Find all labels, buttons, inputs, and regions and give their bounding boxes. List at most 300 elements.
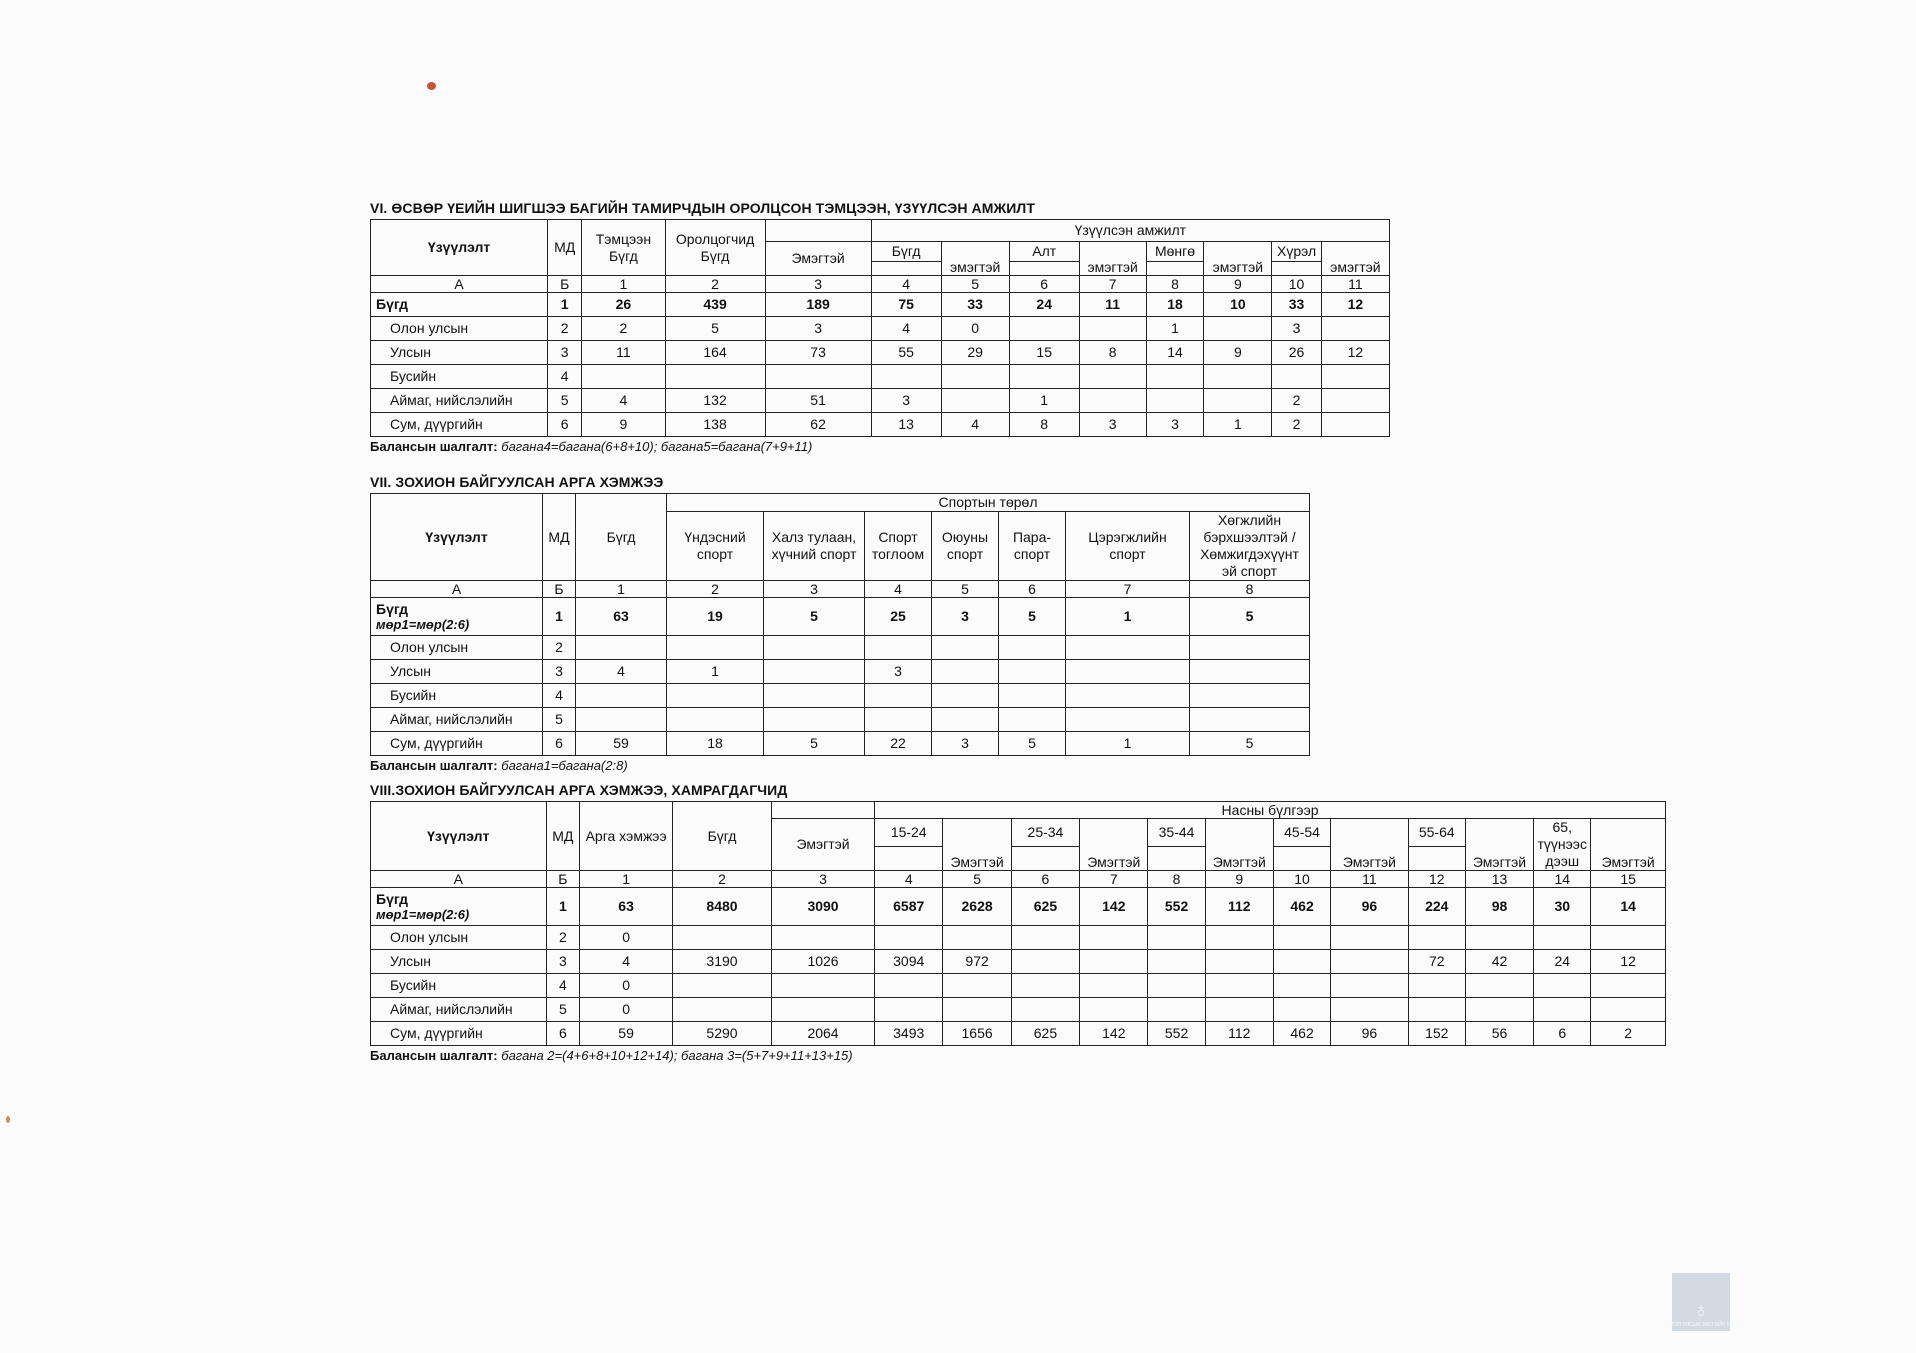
cell <box>1321 413 1389 437</box>
row-md: 4 <box>543 684 576 708</box>
paper-speck-red <box>427 82 436 90</box>
cell: 8 <box>1009 413 1079 437</box>
cell <box>865 708 932 732</box>
cell <box>1331 974 1409 998</box>
cell: 6587 <box>875 888 943 926</box>
cell: 2 <box>1272 413 1321 437</box>
cell <box>1080 998 1148 1022</box>
cell: 5 <box>764 598 865 636</box>
cell <box>1408 926 1465 950</box>
cell: 3 <box>871 389 941 413</box>
cell <box>1273 998 1330 1022</box>
cell <box>1190 636 1310 660</box>
header-total: Бүгд <box>673 802 772 871</box>
table-row <box>371 317 1390 341</box>
code-cell: 3 <box>764 581 865 598</box>
cell <box>1331 926 1409 950</box>
header-age-65-plus: 65, түүнээс дээш <box>1534 819 1591 871</box>
cell <box>932 708 999 732</box>
cell <box>1079 389 1146 413</box>
cell: 3 <box>865 660 932 684</box>
code-row <box>371 276 1390 293</box>
cell: 5290 <box>673 1022 772 1046</box>
cell: 10 <box>1204 293 1272 317</box>
cell: 4 <box>582 389 665 413</box>
section-vi-title: VI. ӨСВӨР ҮЕИЙН ШИГШЭЭ БАГИЙН ТАМИРЧДЫН ОРОЛЦСОН ТЭМЦЭЭН, ҮЗҮҮЛСЭН АМЖИЛТ <box>370 200 1035 216</box>
cell <box>1079 365 1146 389</box>
cell: 4 <box>871 317 941 341</box>
section-vii-table <box>370 493 1310 756</box>
header-age-15-24-female: Эмэгтэй <box>943 819 1011 871</box>
cell: 4 <box>576 660 667 684</box>
header-achievement: Үзүүлсэн амжилт <box>871 220 1389 242</box>
header-combat-sport: Халз тулаан, хүчний спорт <box>764 512 865 581</box>
row-label: Улсын <box>371 341 548 365</box>
code-cell: 4 <box>875 871 943 888</box>
header-md: МД <box>543 494 576 581</box>
cell: 26 <box>582 293 665 317</box>
cell: 5 <box>999 598 1066 636</box>
code-row <box>371 581 1310 598</box>
government-logo <box>1659 1273 1743 1331</box>
cell: 22 <box>865 732 932 756</box>
header-competitions-total: Тэмцээн Бүгд <box>582 220 665 276</box>
cell: 18 <box>1146 293 1204 317</box>
cell <box>999 684 1066 708</box>
cell: 5 <box>1190 598 1310 636</box>
cell: 5 <box>665 317 765 341</box>
cell: 1 <box>1009 389 1079 413</box>
cell <box>1591 974 1666 998</box>
cell: 2 <box>1591 1022 1666 1046</box>
cell <box>1205 926 1273 950</box>
cell: 5 <box>764 732 865 756</box>
code-cell: Б <box>543 581 576 598</box>
header-age-45-54: 45-54 <box>1273 819 1330 847</box>
cell <box>943 974 1011 998</box>
code-cell: 11 <box>1321 276 1389 293</box>
row-md: 5 <box>543 708 576 732</box>
row-md: 5 <box>548 389 582 413</box>
cell: 55 <box>871 341 941 365</box>
cell <box>667 636 764 660</box>
cell: 2 <box>1272 389 1321 413</box>
header-gold: Алт <box>1009 242 1079 262</box>
row-md: 3 <box>543 660 576 684</box>
table-row <box>371 341 1390 365</box>
cell <box>1205 974 1273 998</box>
code-cell: А <box>371 581 543 598</box>
header-silver-female: эмэгтэй <box>1204 242 1272 276</box>
cell: 42 <box>1465 950 1533 974</box>
table-row <box>371 926 1666 950</box>
code-cell: 6 <box>1009 276 1079 293</box>
cell <box>1465 926 1533 950</box>
cell: 4 <box>941 413 1009 437</box>
row-label: Сум, дүүргийн <box>371 413 548 437</box>
cell: 3 <box>1272 317 1321 341</box>
cell <box>1205 998 1273 1022</box>
cell: 1 <box>1066 732 1190 756</box>
cell: 625 <box>1011 888 1079 926</box>
balance-check-note: Балансын шалгалт: багана1=багана(2:8) <box>370 758 628 773</box>
cell: 9 <box>1204 341 1272 365</box>
table-row <box>371 684 1310 708</box>
cell <box>576 684 667 708</box>
cell: 2064 <box>771 1022 874 1046</box>
header-spacer <box>1011 847 1079 871</box>
cell: 138 <box>665 413 765 437</box>
cell <box>1204 365 1272 389</box>
row-md: 3 <box>548 341 582 365</box>
code-cell: 1 <box>582 276 665 293</box>
header-gold-female: эмэгтэй <box>1079 242 1146 276</box>
cell <box>1591 926 1666 950</box>
cell <box>1465 998 1533 1022</box>
cell <box>941 365 1009 389</box>
cell <box>943 926 1011 950</box>
cell: 3190 <box>673 950 772 974</box>
table-row <box>371 389 1390 413</box>
row-md: 1 <box>548 293 582 317</box>
header-md: МД <box>546 802 580 871</box>
cell: 625 <box>1011 1022 1079 1046</box>
header-participants-total: Оролцогчид Бүгд <box>665 220 765 276</box>
table-row <box>371 293 1390 317</box>
header-blank <box>765 220 871 242</box>
cell: 12 <box>1591 950 1666 974</box>
header-age-15-24: 15-24 <box>875 819 943 847</box>
cell <box>667 684 764 708</box>
cell <box>667 708 764 732</box>
header-indicator: Үзүүлэлт <box>371 220 548 276</box>
cell: 3493 <box>875 1022 943 1046</box>
code-cell: 7 <box>1080 871 1148 888</box>
paper-speck-orange <box>6 1116 10 1123</box>
cell <box>665 365 765 389</box>
code-cell: 1 <box>580 871 673 888</box>
cell: 1 <box>667 660 764 684</box>
header-female: Эмэгтэй <box>765 242 871 276</box>
cell: 12 <box>1321 293 1389 317</box>
cell <box>1066 708 1190 732</box>
code-cell: 3 <box>771 871 874 888</box>
cell <box>1148 926 1205 950</box>
cell: 2628 <box>943 888 1011 926</box>
cell <box>875 998 943 1022</box>
row-md: 6 <box>548 413 582 437</box>
header-age-55-64-female: Эмэгтэй <box>1465 819 1533 871</box>
cell: 8 <box>1079 341 1146 365</box>
cell: 75 <box>871 293 941 317</box>
header-indicator: Үзүүлэлт <box>371 494 543 581</box>
header-age-group: Насны бүлгээр <box>875 802 1666 819</box>
cell <box>764 660 865 684</box>
code-cell: 2 <box>665 276 765 293</box>
cell: 51 <box>765 389 871 413</box>
cell: 3094 <box>875 950 943 974</box>
cell: 33 <box>941 293 1009 317</box>
header-female: Эмэгтэй <box>771 819 874 871</box>
code-cell: 13 <box>1465 871 1533 888</box>
code-cell: 5 <box>941 276 1009 293</box>
cell <box>1273 974 1330 998</box>
header-age-35-44-female: Эмэгтэй <box>1205 819 1273 871</box>
row-md: 4 <box>546 974 580 998</box>
code-cell: 8 <box>1146 276 1204 293</box>
cell: 2 <box>582 317 665 341</box>
code-cell: 6 <box>1011 871 1079 888</box>
cell: 1026 <box>771 950 874 974</box>
cell: 9 <box>582 413 665 437</box>
cell: 18 <box>667 732 764 756</box>
cell: 1 <box>1146 317 1204 341</box>
table-row <box>371 998 1666 1022</box>
header-spacer <box>1272 262 1321 276</box>
code-cell: 5 <box>943 871 1011 888</box>
cell: 15 <box>1009 341 1079 365</box>
cell: 56 <box>1465 1022 1533 1046</box>
cell: 11 <box>1079 293 1146 317</box>
cell: 19 <box>667 598 764 636</box>
cell <box>1066 684 1190 708</box>
cell: 0 <box>580 974 673 998</box>
cell: 62 <box>765 413 871 437</box>
header-mind-sport: Оюуны спорт <box>932 512 999 581</box>
cell: 132 <box>665 389 765 413</box>
header-age-65-plus-female: Эмэгтэй <box>1591 819 1666 871</box>
cell <box>943 998 1011 1022</box>
cell: 14 <box>1146 341 1204 365</box>
cell <box>1080 926 1148 950</box>
cell <box>875 974 943 998</box>
cell <box>582 365 665 389</box>
cell: 24 <box>1009 293 1079 317</box>
cell <box>999 708 1066 732</box>
code-cell: 2 <box>673 871 772 888</box>
code-cell: 8 <box>1148 871 1205 888</box>
cell: 3 <box>932 732 999 756</box>
balance-check-note: Балансын шалгалт: багана4=багана(6+8+10); багана5=багана(7+9+11) <box>370 439 813 454</box>
section-vi-table <box>370 219 1390 437</box>
row-md: 6 <box>546 1022 580 1046</box>
cell: 0 <box>580 926 673 950</box>
cell: 3 <box>765 317 871 341</box>
cell: 112 <box>1205 888 1273 926</box>
section-viii <box>370 782 1666 1063</box>
section-vii-title: VII. ЗОХИОН БАЙГУУЛСАН АРГА ХЭМЖЭЭ <box>370 474 664 490</box>
row-label: Сум, дүүргийн <box>371 732 543 756</box>
code-cell: 15 <box>1591 871 1666 888</box>
header-spacer <box>871 262 941 276</box>
header-para-sport: Пара-спорт <box>999 512 1066 581</box>
cell: 4 <box>580 950 673 974</box>
cell: 11 <box>582 341 665 365</box>
cell <box>1066 636 1190 660</box>
cell <box>865 636 932 660</box>
header-sport-type: Спортын төрөл <box>667 494 1310 512</box>
cell <box>1066 660 1190 684</box>
cell <box>1011 950 1079 974</box>
cell: 14 <box>1591 888 1666 926</box>
cell: 462 <box>1273 1022 1330 1046</box>
cell: 224 <box>1408 888 1465 926</box>
code-cell: 3 <box>765 276 871 293</box>
code-cell: 2 <box>667 581 764 598</box>
table-row <box>371 365 1390 389</box>
code-cell: 9 <box>1204 276 1272 293</box>
header-spacer <box>1273 847 1330 871</box>
cell: 3 <box>932 598 999 636</box>
cell: 25 <box>865 598 932 636</box>
table-row <box>371 598 1310 636</box>
cell <box>1465 974 1533 998</box>
cell: 63 <box>576 598 667 636</box>
header-disability-sport: Хөгжлийн бэрхшээлтэй / Хөмжигдэхүүнт эй спорт <box>1190 512 1310 581</box>
table-row <box>371 732 1310 756</box>
cell <box>865 684 932 708</box>
code-cell: А <box>371 871 547 888</box>
cell: 96 <box>1331 1022 1409 1046</box>
logo-text: МОНГОЛ УЛСЫН ЗАСГИЙН ГАЗАР <box>1659 1322 1743 1328</box>
row-label: Олон улсын <box>371 926 547 950</box>
cell <box>1190 708 1310 732</box>
cell <box>1009 365 1079 389</box>
header-ach-total: Бүгд <box>871 242 941 262</box>
code-cell: Б <box>546 871 580 888</box>
header-bronze: Хүрэл <box>1272 242 1321 262</box>
code-cell: 8 <box>1190 581 1310 598</box>
cell: 30 <box>1534 888 1591 926</box>
cell <box>1204 389 1272 413</box>
row-md: 3 <box>546 950 580 974</box>
cell: 439 <box>665 293 765 317</box>
header-sport-games: Спорт тоглоом <box>865 512 932 581</box>
header-national-sport: Үндэсний спорт <box>667 512 764 581</box>
row-label: Улсын <box>371 660 543 684</box>
cell <box>673 926 772 950</box>
header-military-sport: Цэрэгжлийн спорт <box>1066 512 1190 581</box>
cell <box>1148 950 1205 974</box>
row-md: 1 <box>546 888 580 926</box>
code-cell: А <box>371 276 548 293</box>
cell <box>1205 950 1273 974</box>
cell <box>576 708 667 732</box>
header-bronze-female: эмэгтэй <box>1321 242 1389 276</box>
table-row <box>371 708 1310 732</box>
cell: 112 <box>1205 1022 1273 1046</box>
cell: 972 <box>943 950 1011 974</box>
cell: 73 <box>765 341 871 365</box>
cell <box>765 365 871 389</box>
table-row <box>371 888 1666 926</box>
section-vii <box>370 474 1310 773</box>
section-viii-title: VIII.ЗОХИОН БАЙГУУЛСАН АРГА ХЭМЖЭЭ, ХАМРАГДАГЧИД <box>370 782 788 798</box>
row-label: Аймаг, нийслэлийн <box>371 389 548 413</box>
cell <box>1148 998 1205 1022</box>
header-spacer <box>1408 847 1465 871</box>
header-age-35-44: 35-44 <box>1148 819 1205 847</box>
cell <box>1408 998 1465 1022</box>
code-row <box>371 871 1666 888</box>
cell: 189 <box>765 293 871 317</box>
cell <box>932 684 999 708</box>
cell <box>1272 365 1321 389</box>
row-md: 2 <box>548 317 582 341</box>
cell: 152 <box>1408 1022 1465 1046</box>
header-total: Бүгд <box>576 494 667 581</box>
cell <box>1331 950 1409 974</box>
cell: 98 <box>1465 888 1533 926</box>
row-md: 5 <box>546 998 580 1022</box>
cell <box>1011 926 1079 950</box>
cell: 142 <box>1080 1022 1148 1046</box>
cell: 552 <box>1148 1022 1205 1046</box>
code-cell: 7 <box>1066 581 1190 598</box>
header-spacer <box>1009 262 1079 276</box>
row-label: Бусийн <box>371 365 548 389</box>
code-cell: 4 <box>865 581 932 598</box>
code-cell: 7 <box>1079 276 1146 293</box>
cell: 6 <box>1534 1022 1591 1046</box>
cell <box>1321 389 1389 413</box>
row-label: Бүгд <box>371 293 548 317</box>
cell <box>1591 998 1666 1022</box>
row-md: 4 <box>548 365 582 389</box>
header-ach-total-female: эмэгтэй <box>941 242 1009 276</box>
code-cell: 4 <box>871 276 941 293</box>
code-cell: 11 <box>1331 871 1409 888</box>
cell: 63 <box>580 888 673 926</box>
code-cell: 5 <box>932 581 999 598</box>
code-cell: 10 <box>1273 871 1330 888</box>
header-age-45-54-female: Эмэгтэй <box>1331 819 1409 871</box>
cell <box>764 636 865 660</box>
cell: 164 <box>665 341 765 365</box>
cell: 142 <box>1080 888 1148 926</box>
cell: 3 <box>1146 413 1204 437</box>
cell <box>932 660 999 684</box>
row-label: Сум, дүүргийн <box>371 1022 547 1046</box>
table-row <box>371 660 1310 684</box>
cell <box>1009 317 1079 341</box>
header-indicator: Үзүүлэлт <box>371 802 547 871</box>
header-spacer <box>1148 847 1205 871</box>
code-cell: 10 <box>1272 276 1321 293</box>
row-label: Аймаг, нийслэлийн <box>371 708 543 732</box>
table-row <box>371 636 1310 660</box>
cell: 59 <box>576 732 667 756</box>
cell: 1656 <box>943 1022 1011 1046</box>
balance-check-note: Балансын шалгалт: багана 2=(4+6+8+10+12+14); багана 3=(5+7+9+11+13+15) <box>370 1048 853 1063</box>
code-cell: 14 <box>1534 871 1591 888</box>
header-spacer <box>1146 262 1204 276</box>
header-age-25-34: 25-34 <box>1011 819 1079 847</box>
cell: 5 <box>999 732 1066 756</box>
cell <box>1011 974 1079 998</box>
code-cell: Б <box>548 276 582 293</box>
row-label: Олон улсын <box>371 317 548 341</box>
cell <box>1079 317 1146 341</box>
cell: 29 <box>941 341 1009 365</box>
header-md: МД <box>548 220 582 276</box>
section-vi <box>370 200 1390 454</box>
cell <box>1190 684 1310 708</box>
cell: 1 <box>1066 598 1190 636</box>
row-md: 6 <box>543 732 576 756</box>
cell <box>1080 974 1148 998</box>
row-md: 2 <box>546 926 580 950</box>
